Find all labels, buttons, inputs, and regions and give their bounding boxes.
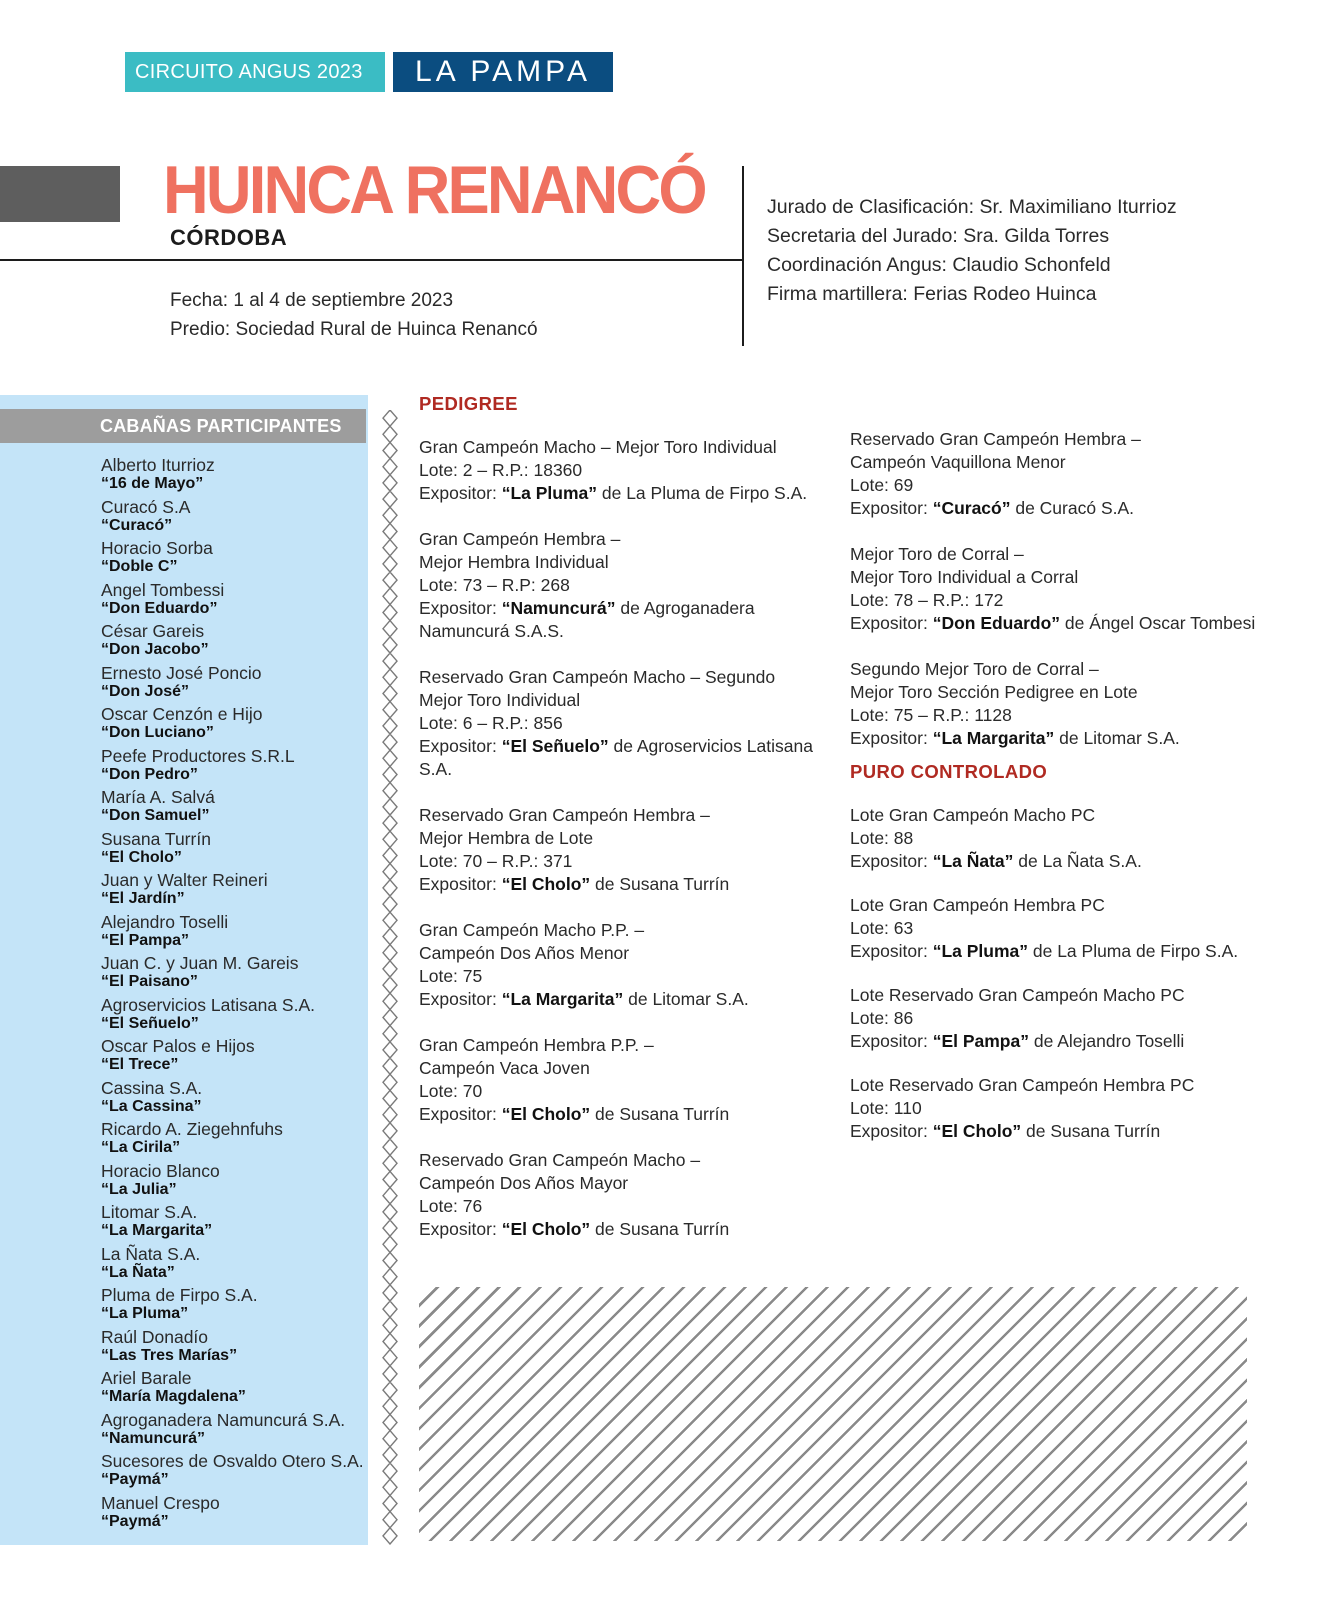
- diamond-pattern: [383, 410, 397, 1544]
- exhibitor-owner: de Susana Turrín: [590, 1104, 730, 1124]
- cabana-name: “Don Samuel”: [101, 807, 210, 824]
- award-entry: [850, 804, 1270, 873]
- cabana-owner: Agroganadera Namuncurá S.A.: [101, 1409, 346, 1430]
- cabana-list: [101, 455, 366, 1534]
- cabana-name: “El Señuelo”: [101, 1014, 199, 1032]
- list-item: [101, 1244, 366, 1286]
- list-item: [101, 1161, 366, 1203]
- exhibitor-owner: de Litomar S.A.: [1054, 728, 1180, 748]
- award-exhibitor: [850, 497, 1270, 520]
- cabana-name: “La Ñata”: [101, 1263, 175, 1281]
- staff-line: Firma martillera: Ferias Rodeo Huinca: [767, 283, 1097, 305]
- cabana-name: “El Cholo”: [101, 848, 182, 866]
- puro-controlado-heading: PURO CONTROLADO: [850, 761, 1048, 782]
- cabana-name: “Doble C”: [101, 558, 178, 575]
- award-line: Campeón Vaquillona Menor: [850, 452, 1066, 472]
- staff-info: [767, 193, 1177, 309]
- circuit-tag: CIRCUITO ANGUS 2023: [125, 52, 385, 92]
- award-line: Mejor Hembra Individual: [419, 552, 609, 572]
- exhibitor-cabana: “La Margarita”: [932, 728, 1055, 748]
- award-line: Mejor Hembra de Lote: [419, 828, 594, 848]
- cabana-owner: Pluma de Firpo S.A.: [101, 1285, 258, 1305]
- award-line: Lote: 70: [419, 1081, 483, 1101]
- exhibitor-owner: de Litomar S.A.: [623, 989, 749, 1009]
- cabana-name: “Don José”: [101, 682, 190, 700]
- cabana-owner: César Gareis: [101, 621, 205, 641]
- staff-line: Jurado de Clasificación: Sr. Maximiliano Iturrioz: [767, 196, 1177, 218]
- list-item: [101, 663, 366, 705]
- cabana-owner: Ariel Barale: [101, 1368, 192, 1388]
- exhibitor-cabana: “Don Eduardo”: [932, 613, 1061, 633]
- award-entry: [850, 428, 1270, 520]
- cabana-owner: Angel Tombessi: [101, 579, 225, 600]
- award-exhibitor: [850, 1030, 1270, 1053]
- exhibitor-cabana: “El Señuelo”: [501, 736, 609, 756]
- cabana-owner: Juan C. y Juan M. Gareis: [101, 953, 299, 973]
- award-line: Lote: 88: [850, 828, 914, 848]
- page-title: HUINCA RENANCÓ: [163, 152, 705, 228]
- cabana-owner: Juan y Walter Reineri: [101, 870, 268, 890]
- exhibitor-label: Expositor:: [850, 728, 933, 748]
- award-exhibitor: [419, 1218, 839, 1241]
- cabana-name: “María Magdalena”: [101, 1388, 246, 1405]
- cabana-name: “Don Luciano”: [101, 724, 214, 741]
- award-line: Lote: 78 – R.P.: 172: [850, 590, 1004, 610]
- award-line: Lote Gran Campeón Hembra PC: [850, 895, 1105, 915]
- award-entry: [419, 1034, 839, 1126]
- event-date: Fecha: 1 al 4 de septiembre 2023: [170, 290, 454, 311]
- award-line: Campeón Vaca Joven: [419, 1058, 590, 1078]
- cabana-name: “Las Tres Marías”: [101, 1346, 238, 1364]
- hatched-decoration: [419, 1287, 1247, 1541]
- award-entry: [419, 528, 839, 643]
- list-item: [101, 1078, 366, 1120]
- cabana-name: “La Margarita”: [101, 1222, 213, 1239]
- list-item: [101, 746, 366, 788]
- list-item: [101, 870, 366, 912]
- diamond-divider: [380, 410, 400, 1545]
- award-entry: [850, 658, 1270, 750]
- award-entry: [419, 666, 839, 781]
- exhibitor-owner: de Ángel Oscar Tombesi: [1060, 613, 1256, 633]
- award-line: Lote: 69: [850, 475, 914, 495]
- award-line: Gran Campeón Macho – Mejor Toro Individual: [419, 437, 777, 457]
- list-item: [101, 1493, 366, 1535]
- decorative-grey-block: [0, 166, 120, 222]
- exhibitor-label: Expositor:: [850, 851, 933, 871]
- cabana-owner: Ernesto José Poncio: [101, 662, 262, 683]
- award-line: Reservado Gran Campeón Hembra –: [850, 429, 1141, 449]
- cabana-name: “Paymá”: [101, 1512, 169, 1530]
- list-item: [101, 995, 366, 1037]
- exhibitor-cabana: “La Margarita”: [501, 989, 624, 1009]
- staff-line: Secretaria del Jurado: Sra. Gilda Torres: [767, 225, 1110, 247]
- award-line: Gran Campeón Macho P.P. –: [419, 920, 645, 940]
- region-tag: LA PAMPA: [393, 52, 613, 92]
- exhibitor-owner: de Susana Turrín: [590, 1219, 730, 1239]
- exhibitor-label: Expositor:: [419, 989, 502, 1009]
- list-item: [101, 538, 366, 580]
- exhibitor-label: Expositor:: [850, 1121, 933, 1141]
- exhibitor-label: Expositor:: [850, 613, 933, 633]
- list-item: [101, 953, 366, 995]
- exhibitor-owner: de Agroganadera Namuncurá S.A.S.: [419, 598, 755, 641]
- award-line: Lote: 73 – R.P: 268: [419, 575, 570, 595]
- exhibitor-cabana: “El Cholo”: [501, 1104, 591, 1124]
- award-exhibitor: [850, 727, 1270, 750]
- list-item: [101, 580, 366, 622]
- cabana-name: “La Cirila”: [101, 1139, 181, 1156]
- list-item: [101, 1410, 366, 1452]
- exhibitor-owner: de La Ñata S.A.: [1013, 851, 1142, 871]
- award-exhibitor: [850, 850, 1270, 873]
- cabana-name: “Don Jacobo”: [101, 641, 209, 658]
- pedigree-heading: PEDIGREE: [419, 393, 518, 414]
- award-exhibitor: [850, 940, 1270, 963]
- exhibitor-cabana: “La Ñata”: [932, 851, 1014, 871]
- award-entry: [419, 804, 839, 896]
- award-line: Mejor Toro Sección Pedigree en Lote: [850, 682, 1138, 702]
- cabana-owner: Alberto Iturrioz: [101, 455, 215, 475]
- list-item: [101, 455, 366, 497]
- award-exhibitor: [419, 988, 839, 1011]
- awards-column-1: [419, 392, 839, 1241]
- awards-column-2: [850, 428, 1270, 1143]
- event-venue: Predio: Sociedad Rural de Huinca Renancó: [170, 319, 538, 340]
- award-exhibitor: [419, 597, 839, 643]
- cabana-owner: Horacio Blanco: [101, 1160, 220, 1181]
- award-line: Gran Campeón Hembra P.P. –: [419, 1035, 654, 1055]
- award-line: Lote: 63: [850, 918, 914, 938]
- province-subtitle: CÓRDOBA: [170, 225, 288, 250]
- cabana-name: “Paymá”: [101, 1471, 169, 1488]
- cabana-name: “El Jardín”: [101, 890, 185, 907]
- award-entry: [850, 894, 1270, 963]
- exhibitor-label: Expositor:: [850, 498, 933, 518]
- exhibitor-label: Expositor:: [419, 1219, 502, 1239]
- award-line: Lote Gran Campeón Macho PC: [850, 805, 1096, 825]
- exhibitor-owner: de Agroservicios Latisana S.A.: [419, 736, 813, 779]
- event-info: [170, 286, 538, 344]
- award-entry: [419, 919, 839, 1011]
- cabana-owner: Peefe Productores S.R.L: [101, 745, 295, 766]
- cabana-owner: Agroservicios Latisana S.A.: [101, 994, 315, 1015]
- exhibitor-cabana: “El Cholo”: [501, 874, 591, 894]
- award-line: Mejor Toro Individual a Corral: [850, 567, 1079, 587]
- cabana-owner: La Ñata S.A.: [101, 1243, 201, 1264]
- cabana-name: “El Paisano”: [101, 973, 198, 990]
- cabana-name: “La Julia”: [101, 1180, 177, 1198]
- cabana-owner: Oscar Cenzón e Hijo: [101, 704, 263, 724]
- award-exhibitor: [419, 482, 839, 505]
- award-line: Lote: 6 – R.P.: 856: [419, 713, 563, 733]
- vertical-divider: [742, 166, 744, 346]
- list-item: [101, 912, 366, 954]
- cabana-name: “Curacó”: [101, 516, 173, 534]
- exhibitor-label: Expositor:: [850, 941, 933, 961]
- exhibitor-cabana: “Curacó”: [932, 498, 1011, 518]
- award-entry: [850, 1074, 1270, 1143]
- cabana-owner: Cassina S.A.: [101, 1077, 203, 1098]
- exhibitor-owner: de La Pluma de Firpo S.A.: [1028, 941, 1239, 961]
- list-item: [101, 621, 366, 663]
- cabana-name: “La Cassina”: [101, 1097, 202, 1115]
- award-line: Lote: 76: [419, 1196, 483, 1216]
- cabana-name: “La Pluma”: [101, 1305, 189, 1322]
- list-item: [101, 829, 366, 871]
- exhibitor-owner: de Susana Turrín: [590, 874, 730, 894]
- exhibitor-label: Expositor:: [419, 598, 502, 618]
- cabana-owner: Sucesores de Osvaldo Otero S.A.: [101, 1451, 364, 1471]
- exhibitor-cabana: “La Pluma”: [932, 941, 1028, 961]
- puro-controlado-awards-list: [850, 804, 1270, 1143]
- cabana-name: “Don Eduardo”: [101, 599, 218, 617]
- award-line: Mejor Toro de Corral –: [850, 544, 1024, 564]
- exhibitor-cabana: “El Cholo”: [501, 1219, 591, 1239]
- award-exhibitor: [419, 873, 839, 896]
- list-item: [101, 704, 366, 746]
- cabana-owner: Oscar Palos e Hijos: [101, 1036, 255, 1056]
- list-item: [101, 1202, 366, 1244]
- award-line: Gran Campeón Hembra –: [419, 529, 621, 549]
- pedigree-awards-list-continued: [850, 428, 1270, 750]
- award-line: Campeón Dos Años Mayor: [419, 1173, 629, 1193]
- award-line: Lote: 70 – R.P.: 371: [419, 851, 573, 871]
- exhibitor-label: Expositor:: [419, 874, 502, 894]
- award-line: Lote: 86: [850, 1008, 914, 1028]
- award-entry: [850, 984, 1270, 1053]
- cabana-owner: María A. Salvá: [101, 787, 215, 807]
- award-line: Lote: 110: [850, 1098, 922, 1118]
- cabana-owner: Ricardo A. Ziegehnfuhs: [101, 1119, 283, 1139]
- award-line: Campeón Dos Años Menor: [419, 943, 630, 963]
- award-entry: [419, 436, 839, 505]
- cabana-owner: Manuel Crespo: [101, 1492, 220, 1513]
- award-line: Lote Reservado Gran Campeón Hembra PC: [850, 1075, 1195, 1095]
- list-item: [101, 787, 366, 829]
- list-item: [101, 1285, 366, 1327]
- list-item: [101, 1368, 366, 1410]
- exhibitor-cabana: “El Pampa”: [932, 1031, 1029, 1051]
- cabana-owner: Susana Turrín: [101, 828, 211, 849]
- cabana-name: “Namuncurá”: [101, 1429, 206, 1447]
- cabana-name: “Don Pedro”: [101, 765, 198, 783]
- exhibitor-cabana: “Namuncurá”: [501, 598, 616, 618]
- exhibitor-cabana: “El Cholo”: [932, 1121, 1022, 1141]
- award-line: Lote: 2 – R.P.: 18360: [419, 460, 583, 480]
- award-line: Lote: 75: [419, 966, 483, 986]
- list-item: [101, 1327, 366, 1369]
- cabana-name: “El Trece”: [101, 1056, 179, 1073]
- exhibitor-owner: de Curacó S.A.: [1010, 498, 1135, 518]
- award-line: Reservado Gran Campeón Hembra –: [419, 805, 710, 825]
- cabana-owner: Horacio Sorba: [101, 538, 213, 558]
- exhibitor-label: Expositor:: [419, 1104, 502, 1124]
- title-divider: [0, 259, 743, 261]
- award-entry: [419, 1149, 839, 1241]
- sidebar-heading: CABAÑAS PARTICIPANTES: [0, 409, 366, 443]
- list-item: [101, 497, 366, 539]
- list-item: [101, 1036, 366, 1078]
- cabana-owner: Alejandro Toselli: [101, 911, 229, 932]
- participants-sidebar: [0, 395, 368, 1545]
- staff-line: Coordinación Angus: Claudio Schonfeld: [767, 254, 1111, 276]
- exhibitor-owner: de La Pluma de Firpo S.A.: [597, 483, 808, 503]
- award-entry: [850, 543, 1270, 635]
- list-item: [101, 1451, 366, 1493]
- cabana-owner: Raúl Donadío: [101, 1326, 209, 1347]
- cabana-name: “16 de Mayo”: [101, 475, 204, 492]
- award-line: Reservado Gran Campeón Macho –: [419, 1150, 701, 1170]
- award-line: Reservado Gran Campeón Macho – Segundo: [419, 667, 776, 687]
- exhibitor-label: Expositor:: [850, 1031, 933, 1051]
- exhibitor-owner: de Susana Turrín: [1021, 1121, 1161, 1141]
- cabana-owner: Litomar S.A.: [101, 1202, 198, 1222]
- award-line: Lote: 75 – R.P.: 1128: [850, 705, 1012, 725]
- exhibitor-owner: de Alejandro Toselli: [1028, 1031, 1185, 1051]
- cabana-owner: Curacó S.A: [101, 496, 191, 517]
- award-exhibitor: [419, 1103, 839, 1126]
- award-line: Segundo Mejor Toro de Corral –: [850, 659, 1099, 679]
- award-exhibitor: [419, 735, 839, 781]
- cabana-name: “El Pampa”: [101, 931, 190, 949]
- exhibitor-label: Expositor:: [419, 736, 502, 756]
- pedigree-awards-list: [419, 436, 839, 1241]
- exhibitor-cabana: “La Pluma”: [501, 483, 597, 503]
- award-line: Lote Reservado Gran Campeón Macho PC: [850, 985, 1185, 1005]
- award-line: Mejor Toro Individual: [419, 690, 581, 710]
- award-exhibitor: [850, 1120, 1270, 1143]
- exhibitor-label: Expositor:: [419, 483, 502, 503]
- award-exhibitor: [850, 612, 1270, 635]
- list-item: [101, 1119, 366, 1161]
